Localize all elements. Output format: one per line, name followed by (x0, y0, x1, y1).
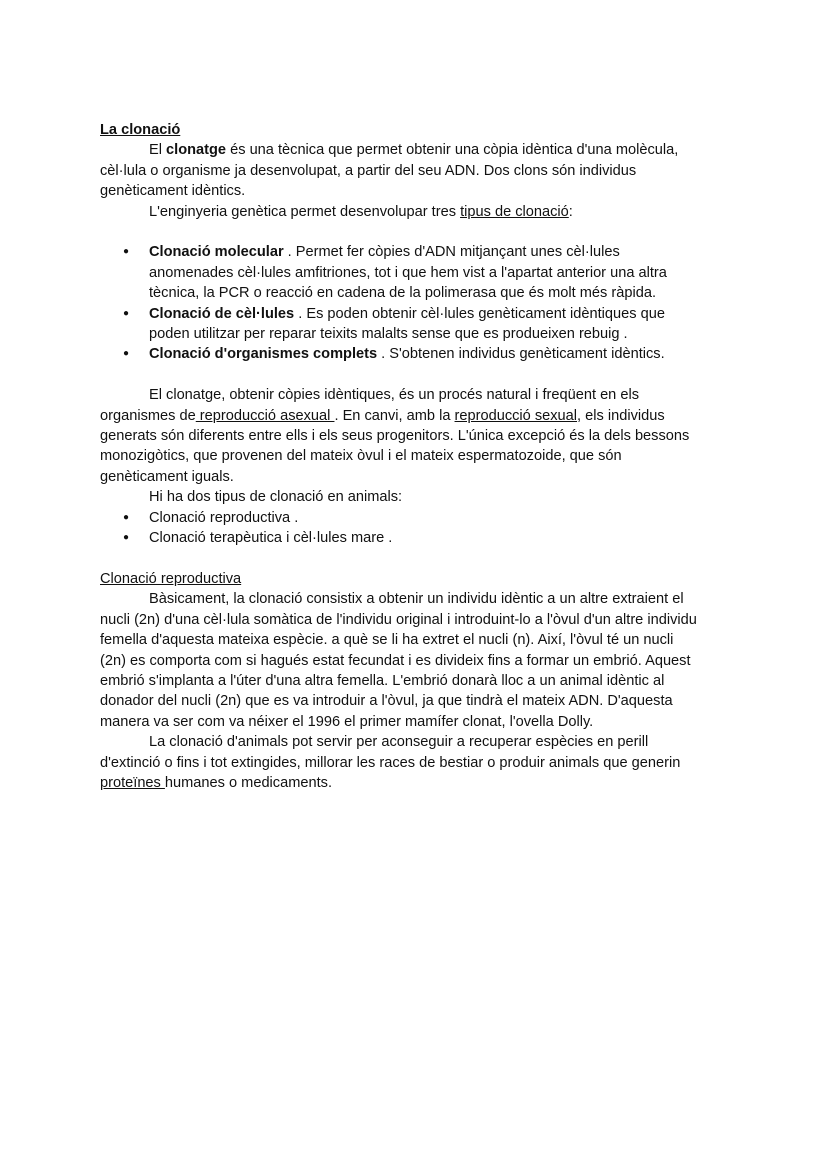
animal-cloning-types-list (100, 508, 728, 549)
link-proteines[interactable]: proteïnes (100, 774, 165, 791)
reproductive-cloning-section: Clonació reproductiva Bàsicament, la clonació consistix a obtenir un individu idèntic a un altre extraient el nucli (2n) d'una cèl·lula somàtica de l'individu original i introduint-lo a l'òvul d'un altre individu femella d'aquesta mateixa espècie. a què se li ha extret el nucli (n). Així, l'òvul té un nucli (2n) es comporta com si hagués estat fecundat i es divideix fins a formar un embrió. Aquest embrió s'implanta a l'úter d'una altra femella. L'embrió donarà lloc a un animal idèntic al donador del nucli (2n) que es va introduir a l'òvul, ja que tindrà el mateix ADN. D'aquesta manera va ser com va néixer el 1996 el primer mamífer clonat, l'ovella Dolly. La clonació d'animals pot servir per aconseguir a recuperar espècies en perill d'extinció o fins i tot extingides, millorar les races de bestiar o produir animals que generin proteïnes humanes o medicaments. (100, 569, 728, 793)
term-clonatge: clonatge (166, 142, 227, 159)
list-item: ● Clonació d'organismes complets . S'obtenen individus genèticament idèntics. (100, 344, 728, 364)
list-item: ● Clonació terapèutica i cèl·lules mare . (100, 528, 728, 548)
list-item: ● Clonació reproductiva . (100, 508, 728, 528)
list-item: ● Clonació molecular . Permet fer còpies d'ADN mitjançant unes cèl·lules anomenades cèl·lules amfitriones, tot i que hem vist a l'apartat anterior una altra tècnica, la PCR o reacció en cadena de la polimerasa que és molt més ràpida. (100, 242, 728, 303)
link-tipus-de-clonacio[interactable]: tipus de clonació (460, 203, 569, 220)
natural-cloning-paragraph: El clonatge, obtenir còpies idèntiques, és un procés natural i freqüent en els organismes de reproducció asexual . En canvi, amb la reproducció sexual, els individus generats són diferents entre ells i els seus progenitors. L'única excepció és la dels bessons monozigòtics, que provenen del mateix òvul i el mateix espermatozoide, que són genèticament iguals. Hi ha dos tipus de clonació en animals: (100, 387, 690, 506)
section-heading: Clonació reproductiva (100, 570, 242, 587)
page-title: La clonació (100, 122, 181, 138)
link-reproduccio-asexual[interactable]: reproducció asexual (195, 407, 335, 424)
cloning-types-list (100, 242, 728, 364)
list-item: ● Clonació de cèl·lules . Es poden obtenir cèl·lules genèticament idèntiques que poden utilitzar per reparar teixits malalts sense que es produeixen rebuig . (100, 304, 728, 345)
intro-paragraph: El clonatge és una tècnica que permet obtenir una còpia idèntica d'una molècula, cèl·lula o organisme ja desenvolupat, a partir del seu ADN. Dos clons són individus genèticament idèntics. L'enginyeria genètica permet desenvolupar tres tipus de clonació: (100, 142, 679, 220)
link-reproduccio-sexual[interactable]: reproducció sexual (454, 407, 578, 424)
